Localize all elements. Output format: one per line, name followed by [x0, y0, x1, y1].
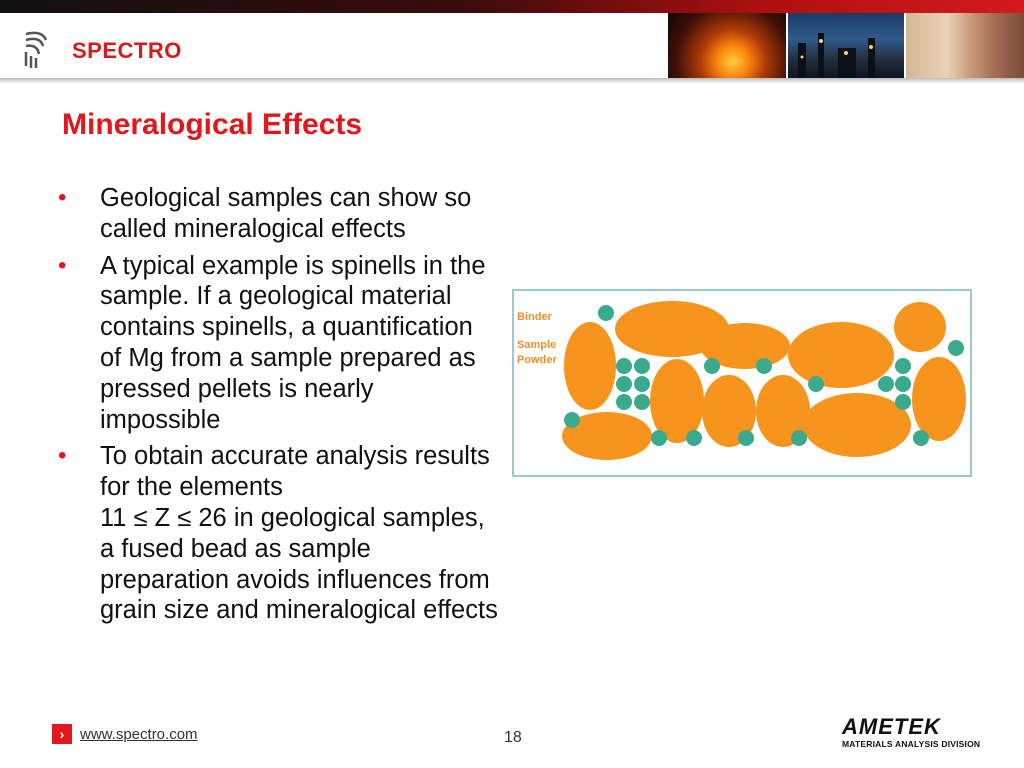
bullet-text: Geological samples can show so called mineralogical effects	[100, 184, 472, 243]
bullet-text: To obtain accurate analysis results for the elements 11 ≤ Z ≤ 26 in geological samples, a fused bead as sample preparation avoids influences from grain size and mineralogical effects	[100, 442, 498, 625]
binder-label: Binder	[517, 311, 552, 323]
bullet-item	[58, 251, 498, 436]
bullet-item	[58, 183, 498, 245]
ametek-logo	[842, 716, 987, 749]
top-red-bar	[0, 0, 1024, 13]
powder-label: Powder	[517, 354, 557, 366]
chevron-right-icon: ›	[52, 724, 72, 744]
bullet-dot-icon: •	[58, 184, 67, 211]
people-faces-photo	[906, 13, 1024, 78]
footer-website-link[interactable]	[52, 724, 198, 744]
ametek-name: AMETEK	[842, 714, 941, 739]
pressed-pellet-diagram	[512, 289, 972, 477]
page-number: 18	[504, 729, 522, 746]
website-url[interactable]: www.spectro.com	[80, 725, 198, 743]
logo-text: SPECTRO	[72, 38, 182, 63]
bullet-text: A typical example is spinells in the sample. If a geological material contains spinells, a quantification of Mg from a sample prepared as pressed pellets is nearly impossible	[100, 251, 486, 434]
industrial-fire-photo	[668, 13, 786, 78]
bullet-item	[58, 441, 498, 626]
spectro-logo	[22, 28, 182, 70]
slide-title: Mineralogical Effects	[62, 108, 363, 141]
header-photos	[668, 13, 1024, 78]
refinery-night-photo	[788, 13, 904, 78]
header-divider	[0, 78, 1024, 84]
spectro-swirl-icon	[22, 28, 52, 70]
bullet-dot-icon: •	[58, 442, 67, 470]
bullet-list	[58, 183, 498, 632]
bullet-dot-icon: •	[58, 251, 67, 279]
sample-label: Sample	[517, 339, 557, 351]
ametek-division: MATERIALS ANALYSIS DIVISION	[842, 739, 981, 749]
